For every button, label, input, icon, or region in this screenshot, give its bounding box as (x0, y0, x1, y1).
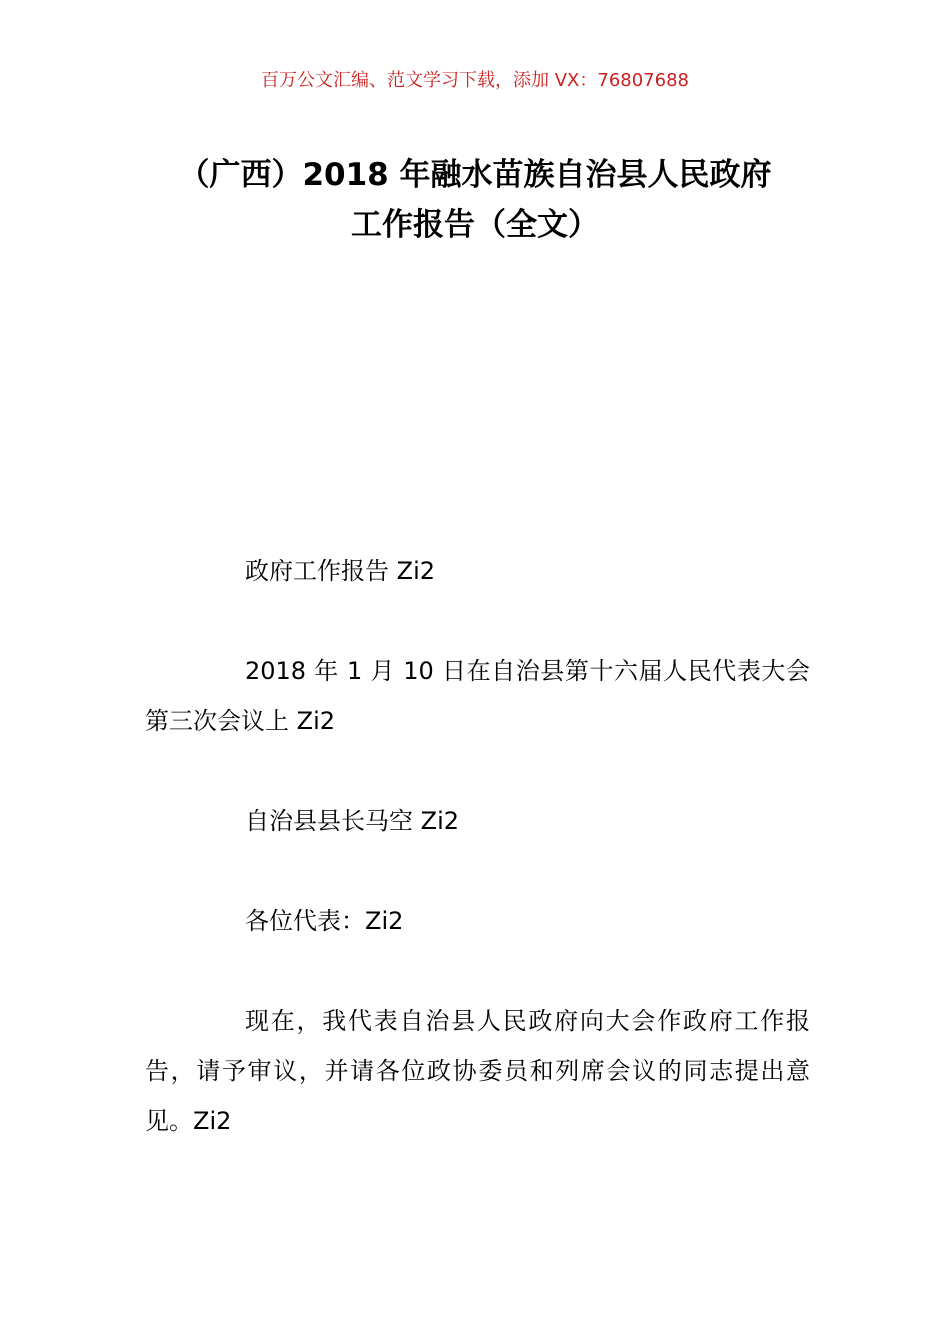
paragraph-speaker: 自治县县长马空 Zi2 (245, 807, 460, 835)
title-line-2: 工作报告（全文） (351, 207, 599, 243)
title-line-1: （广西）2018 年融水苗族自治县人民政府 (178, 157, 772, 193)
header-note: 百万公文汇编、范文学习下载，添加 VX：76807688 (261, 70, 689, 91)
document-body (145, 546, 810, 1196)
paragraph-report-name: 政府工作报告 Zi2 (245, 557, 436, 585)
document-title (145, 150, 805, 250)
paragraph-salutation: 各位代表：Zi2 (245, 907, 404, 935)
paragraph-meeting-date: 2018 年 1 月 10 日在自治县第十六届人民代表大会第三次会议上 Zi2 (145, 657, 810, 735)
paragraph-opening: 现在，我代表自治县人民政府向大会作政府工作报告，请予审议，并请各位政协委员和列席会议的同志提出意见。Zi2 (145, 1007, 810, 1135)
